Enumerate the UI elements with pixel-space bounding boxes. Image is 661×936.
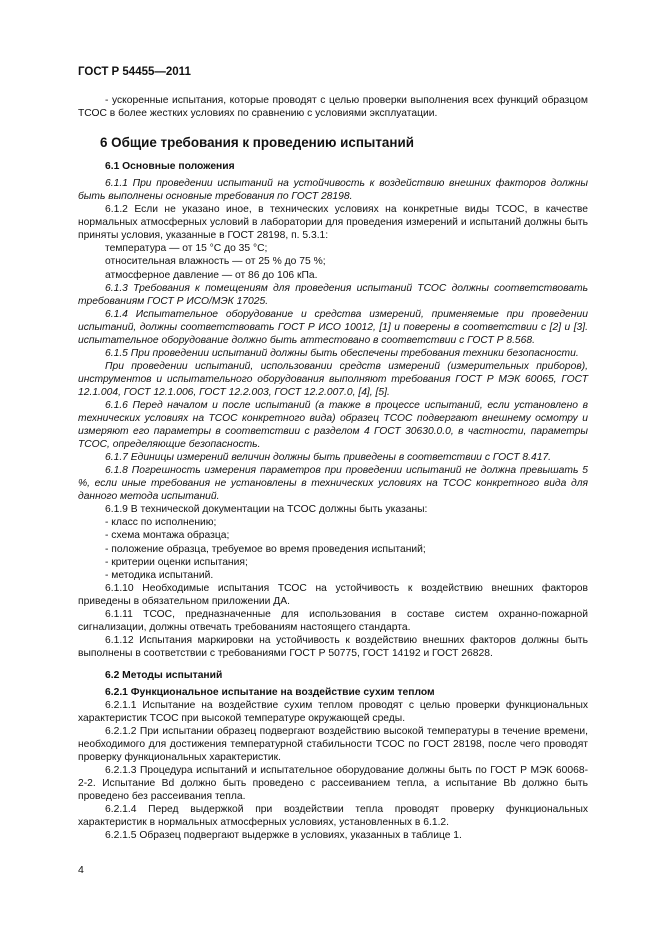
intro-list-item: - ускоренные испытания, которые проводят с целью проверки выполнения всех функций образцом ТСОС в более жестких условиях по сравнению с условиями эксплуатации.: [78, 95, 588, 120]
clause-6-1-6: 6.1.6 Перед началом и после испытаний (а также в процессе испытаний, если установлено в технических условиях на ТСОС конкретного вида) образец ТСОС подвергают внешнему осмотру и измеряют его параметры в соответствии с разделом 4 ГОСТ 30630.0.0, в частности, параметры ТСОС, определяющие безопасность.: [78, 399, 588, 451]
section-6-2-heading: 6.2 Методы испытаний: [105, 669, 223, 681]
doc-item-mounting: - схема монтажа образца;: [105, 530, 230, 542]
doc-item-class: - класс по исполнению;: [105, 517, 217, 529]
clause-6-1-7: 6.1.7 Единицы измерений величин должны быть приведены в соответствии с ГОСТ 8.417.: [105, 452, 552, 464]
clause-6-1-4: 6.1.4 Испытательное оборудование и средства измерений, применяемые при проведении испытаний, должны соответствовать ГОСТ Р ИСО 10012, [1] и поверены в соответствии с [2] и [3]. испытательное оборудование должно быть аттестовано в соответствии с ГОСТ Р 8.568.: [78, 308, 588, 346]
clause-6-1-11: 6.1.11 ТСОС, предназначенные для использования в составе систем охранно-пожарной сигнализации, должны отвечать требованиям настоящего стандарта.: [78, 608, 588, 633]
condition-humidity: относительная влажность — от 25 % до 75 %;: [105, 256, 326, 268]
doc-item-criteria: - критерии оценки испытания;: [105, 556, 248, 568]
clause-6-2-1-1: 6.2.1.1 Испытание на воздействие сухим теплом проводят с целью проверки функциональных характеристик ТСОС при высокой температуре окружающей среды.: [78, 700, 588, 725]
section-6-heading: 6 Общие требования к проведению испытаний: [100, 135, 414, 151]
doc-item-method: - методика испытаний.: [105, 569, 214, 581]
condition-pressure: атмосферное давление — от 86 до 106 кПа.: [105, 269, 318, 281]
clause-6-2-1-5: 6.2.1.5 Образец подвергают выдержке в условиях, указанных в таблице 1.: [105, 830, 462, 842]
clause-6-1-1: 6.1.1 При проведении испытаний на устойчивость к воздействию внешних факторов должны быть выполнены основные требования по ГОСТ 28198.: [78, 178, 588, 203]
condition-temperature: температура — от 15 °С до 35 °С;: [105, 243, 268, 255]
section-6-1-heading: 6.1 Основные положения: [105, 161, 235, 173]
page-number: 4: [78, 864, 84, 876]
clause-6-1-2: 6.1.2 Если не указано иное, в технических условиях на конкретные виды ТСОС, в качестве нормальных атмосферных условий в лаборатории для проведения измерений и испытаний должны быть приняты условия, указанные в ГОСТ 28198, п. 5.3.1:: [78, 204, 588, 242]
clause-6-2-1-4: 6.2.1.4 Перед выдержкой при воздействии тепла проводят проверку функциональных характеристик в нормальных атмосферных условиях, установленных в 6.1.2.: [78, 804, 588, 829]
page-content: [78, 94, 588, 843]
section-6-2-1-heading: 6.2.1 Функциональное испытание на воздействие сухим теплом: [105, 686, 435, 698]
clause-6-1-10: 6.1.10 Необходимые испытания ТСОС на устойчивость к воздействию внешних факторов приведены в обязательном приложении ДА.: [78, 582, 588, 607]
document-header: ГОСТ Р 54455—2011: [78, 66, 191, 78]
clause-6-2-1-3: 6.2.1.3 Процедура испытаний и испытательное оборудование должны быть по ГОСТ Р МЭК 60068-2-2. Испытание Bd должно быть проведено с рассеиванием тепла, а испытание Bb должно быть проведено без рассеивания тепла.: [78, 765, 588, 803]
clause-6-1-9: 6.1.9 В технической документации на ТСОС должны быть указаны:: [105, 504, 428, 516]
clause-6-1-8: 6.1.8 Погрешность измерения параметров при проведении испытаний не должна превышать 5 %, если иные требования не установлены в технических условиях на ТСОС конкретного вида для данного метода испытаний.: [78, 465, 588, 503]
doc-item-position: - положение образца, требуемое во время проведения испытаний;: [105, 543, 426, 555]
clause-6-1-5-continued: При проведении испытаний, использовании средств измерений (измерительных приборов), инструментов и испытательного оборудования выполняют требования ГОСТ Р МЭК 60065, ГОСТ 12.1.004, ГОСТ 12.1.006, ГОСТ 12.2.003, ГОСТ 12.2.007.0, [4], [5].: [78, 360, 588, 398]
clause-6-2-1-2: 6.2.1.2 При испытании образец подвергают воздействию высокой температуры в течение времени, необходимого для достижения температурной стабильности ТСОС по ГОСТ 28198, после чего проводят проверку функциональных характеристик.: [78, 726, 588, 764]
clause-6-1-3: 6.1.3 Требования к помещениям для проведения испытаний ТСОС должны соответствовать требованиям ГОСТ Р ИСО/МЭК 17025.: [78, 282, 588, 307]
clause-6-1-5: 6.1.5 При проведении испытаний должны быть обеспечены требования техники безопасности.: [105, 347, 579, 359]
clause-6-1-12: 6.1.12 Испытания маркировки на устойчивость к воздействию внешних факторов должны быть выполнены в соответствии с требованиями ГОСТ Р 50775, ГОСТ 14192 и ГОСТ 26828.: [78, 634, 588, 659]
